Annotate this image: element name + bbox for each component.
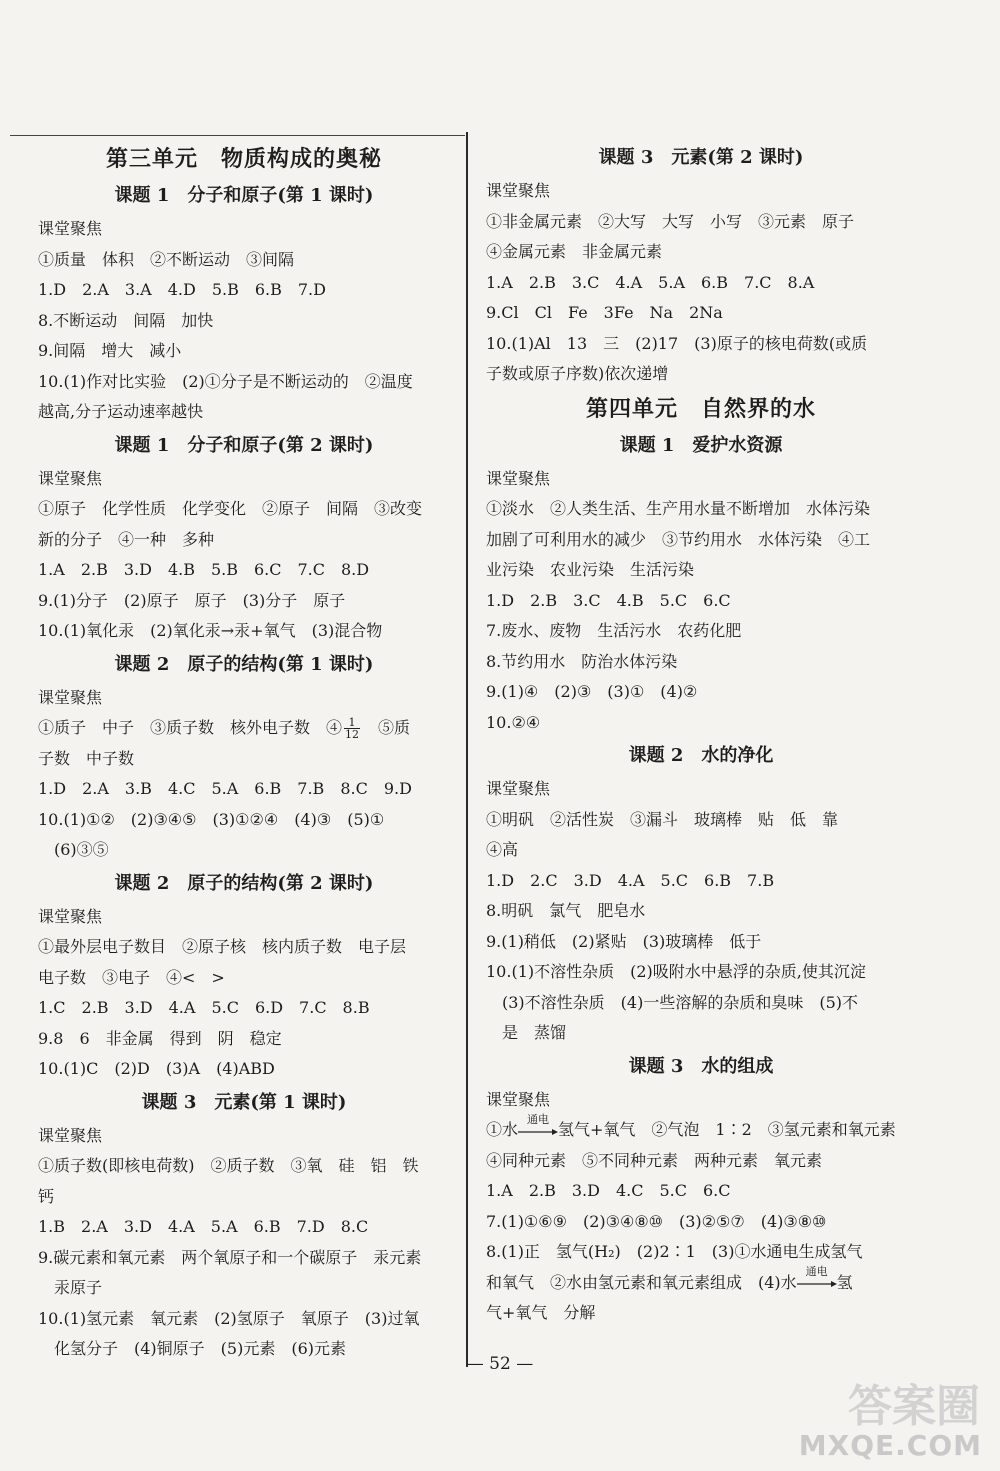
answer-line: ①明矾 ②活性炭 ③漏斗 玻璃棒 贴 低 靠: [486, 809, 839, 829]
answer-line: 9.8 6 非金属 得到 阴 稳定: [38, 1028, 282, 1048]
fraction-denominator: 12: [345, 728, 360, 741]
reaction-condition: 通电: [527, 1112, 550, 1126]
answer-text: 氢: [836, 1272, 853, 1292]
answer-line: 8.(1)正 氢气(H₂) (2)2∶1 (3)①水通电生成氢气: [486, 1242, 863, 1261]
section-label: 课堂聚焦: [486, 468, 551, 488]
answer-line-with-fraction: [38, 713, 450, 744]
right-column: [486, 140, 916, 1329]
answer-line: 业污染 农业污染 生活污染: [486, 560, 695, 579]
answer-line: 9.Cl Cl Fe 3Fe Na 2Na: [486, 303, 723, 322]
answer-line: 10.(1)C (2)D (3)A (4)ABD: [38, 1059, 275, 1078]
reaction-arrow: [797, 1265, 837, 1293]
answer-line: 10.(1)氢元素 氧元素 (2)氢原子 氧原子 (3)过氧: [38, 1308, 420, 1328]
answer-line: 子数或原子序数)依次递增: [486, 364, 669, 383]
answer-line: 气+氧气 分解: [486, 1303, 596, 1322]
answer-line: 8.不断运动 间隔 加快: [38, 310, 214, 330]
lesson-title: 课题 2 水的净化: [628, 745, 774, 766]
watermark-site: MXQE.COM: [798, 1429, 982, 1462]
answer-text: ⑤质: [362, 718, 411, 737]
answer-line: 1.D 2.A 3.B 4.C 5.A 6.B 7.B 8.C 9.D: [38, 779, 412, 798]
answer-line: ①最外层电子数目 ②原子核 核内质子数 电子层: [38, 937, 407, 956]
section-label: 课堂聚焦: [38, 906, 103, 926]
lesson-title: 课题 3 水的组成: [628, 1055, 774, 1077]
answer-line-with-arrow: [486, 1112, 916, 1146]
lesson-title: 课题 2 原子的结构(第 2 课时): [114, 872, 374, 894]
section-label: 课堂聚焦: [38, 219, 103, 238]
watermark-logo: 答案圈: [848, 1381, 980, 1432]
answer-line: 加剧了可利用水的减少 ③节约用水 水体污染 ④工: [486, 529, 871, 549]
answer-line: ①淡水 ②人类生活、生产用水量不断增加 水体污染: [486, 499, 871, 518]
arrow-icon: [797, 1281, 837, 1287]
answer-line: ④高: [486, 840, 519, 859]
section-label: 课堂聚焦: [38, 1125, 103, 1145]
answer-line: 9.(1)④ (2)③ (3)① (4)②: [486, 682, 698, 701]
watermark: [770, 1370, 990, 1466]
answer-line: 1.A 2.B 3.C 4.A 5.A 6.B 7.C 8.A: [486, 272, 815, 292]
page-number: — 52 —: [466, 1354, 534, 1374]
answer-line: 8.节约用水 防治水体污染: [486, 651, 678, 671]
answer-line: 10.(1)氧化汞 (2)氧化汞→汞+氧气 (3)混合物: [38, 621, 383, 640]
answer-line: 1.D 2.A 3.A 4.D 5.B 6.B 7.D: [38, 280, 326, 299]
answer-line: 7.(1)①⑥⑨ (2)③④⑧⑩ (3)②⑤⑦ (4)③⑧⑩: [486, 1211, 827, 1231]
top-rule: [10, 135, 465, 136]
unit-title-4: 第四单元 自然界的水: [585, 395, 816, 422]
answer-line: 新的分子 ④一种 多种: [38, 529, 215, 549]
answer-line: ①非金属元素 ②大写 大写 小写 ③元素 原子: [486, 211, 855, 231]
answer-line: ④金属元素 非金属元素: [486, 242, 663, 261]
fraction-numerator: 1: [344, 717, 360, 729]
answer-line: 10.(1)①② (2)③④⑤ (3)①②④ (4)③ (5)①: [38, 809, 385, 829]
answer-line: 1.A 2.B 3.D 4.B 5.B 6.C 7.C 8.D: [38, 560, 370, 579]
answer-line: 1.D 2.B 3.C 4.B 5.C 6.C: [486, 590, 731, 610]
answer-line: 汞原子: [38, 1278, 103, 1297]
answer-line: 10.(1)Al 13 三 (2)17 (3)原子的核电荷数(或质: [486, 333, 868, 353]
answer-line: 钙: [38, 1186, 55, 1206]
section-label: 课堂聚焦: [486, 779, 551, 798]
left-column: [38, 140, 450, 1365]
answer-line: ④同种元素 ⑤不同种元素 两种元素 氧元素: [486, 1150, 823, 1170]
answer-text: 和氧气 ②水由氢元素和氧元素组成 (4)水: [486, 1272, 797, 1292]
answer-line: 10.②④: [486, 712, 541, 732]
lesson-title: 课题 1 分子和原子(第 1 课时): [114, 185, 374, 206]
answer-text: ①质子 中子 ③质子数 核外电子数 ④: [38, 718, 343, 737]
answer-line: 是 蒸馏: [486, 1023, 567, 1042]
unit-title-3: 第三单元 物质构成的奥秘: [105, 146, 382, 172]
answer-line: 1.C 2.B 3.D 4.A 5.C 6.D 7.C 8.B: [38, 998, 370, 1017]
section-label: 课堂聚焦: [38, 687, 103, 707]
answer-line: 越高,分子运动速率越快: [38, 402, 204, 421]
column-divider: [466, 132, 468, 1367]
answer-line: 电子数 ③电子 ④< >: [38, 967, 225, 987]
answer-line: ①质量 体积 ②不断运动 ③间隔: [38, 249, 295, 269]
answer-line: 9.间隔 增大 减小: [38, 341, 182, 360]
answer-line: 8.明矾 氯气 肥皂水: [486, 901, 646, 920]
lesson-title: 课题 3 元素(第 2 课时): [598, 147, 804, 168]
lesson-title: 课题 3 元素(第 1 课时): [141, 1091, 347, 1113]
answer-line: ①质子数(即核电荷数) ②质子数 ③氧 硅 铝 铁: [38, 1156, 419, 1175]
reaction-condition: 通电: [805, 1265, 828, 1278]
answer-text: 氢气+氧气 ②气泡 1∶2 ③氢元素和氧元素: [558, 1120, 896, 1139]
answer-line: 10.(1)不溶性杂质 (2)吸附水中悬浮的杂质,使其沉淀: [486, 962, 866, 981]
reaction-arrow: [518, 1112, 558, 1141]
arrow-icon: [518, 1129, 558, 1135]
answer-line: 9.碳元素和氧元素 两个氧原子和一个碳原子 汞元素: [38, 1247, 422, 1267]
lesson-title: 课题 1 分子和原子(第 2 课时): [114, 434, 374, 456]
answer-line: 7.废水、废物 生活污水 农药化肥: [486, 621, 742, 640]
answer-line: 化氢分子 (4)铜原子 (5)元素 (6)元素: [38, 1339, 346, 1358]
answer-text: ①水: [486, 1120, 519, 1139]
answer-line: 9.(1)分子 (2)原子 原子 (3)分子 原子: [38, 590, 346, 610]
section-label: 课堂聚焦: [486, 181, 551, 200]
answer-line: 1.B 2.A 3.D 4.A 5.A 6.B 7.D 8.C: [38, 1217, 369, 1236]
answer-line: (6)③⑤: [38, 840, 109, 859]
answer-line: 1.A 2.B 3.D 4.C 5.C 6.C: [486, 1181, 731, 1200]
answer-line: 9.(1)稍低 (2)紧贴 (3)玻璃棒 低于: [486, 931, 762, 951]
answer-line: 10.(1)作对比实验 (2)①分子是不断运动的 ②温度: [38, 371, 413, 391]
answer-line: 1.D 2.C 3.D 4.A 5.C 6.B 7.B: [486, 870, 775, 890]
fraction: [344, 717, 360, 740]
answer-line: (3)不溶性杂质 (4)一些溶解的杂质和臭味 (5)不: [486, 992, 858, 1012]
section-label: 课堂聚焦: [38, 468, 103, 488]
section-label: 课堂聚焦: [486, 1089, 551, 1109]
lesson-title: 课题 2 原子的结构(第 1 课时): [114, 653, 374, 675]
lesson-title: 课题 1 爱护水资源: [619, 434, 783, 456]
answer-line-with-arrow: [486, 1265, 916, 1299]
answer-line: 子数 中子数: [38, 748, 135, 768]
answer-line: ①原子 化学性质 化学变化 ②原子 间隔 ③改变: [38, 499, 423, 518]
